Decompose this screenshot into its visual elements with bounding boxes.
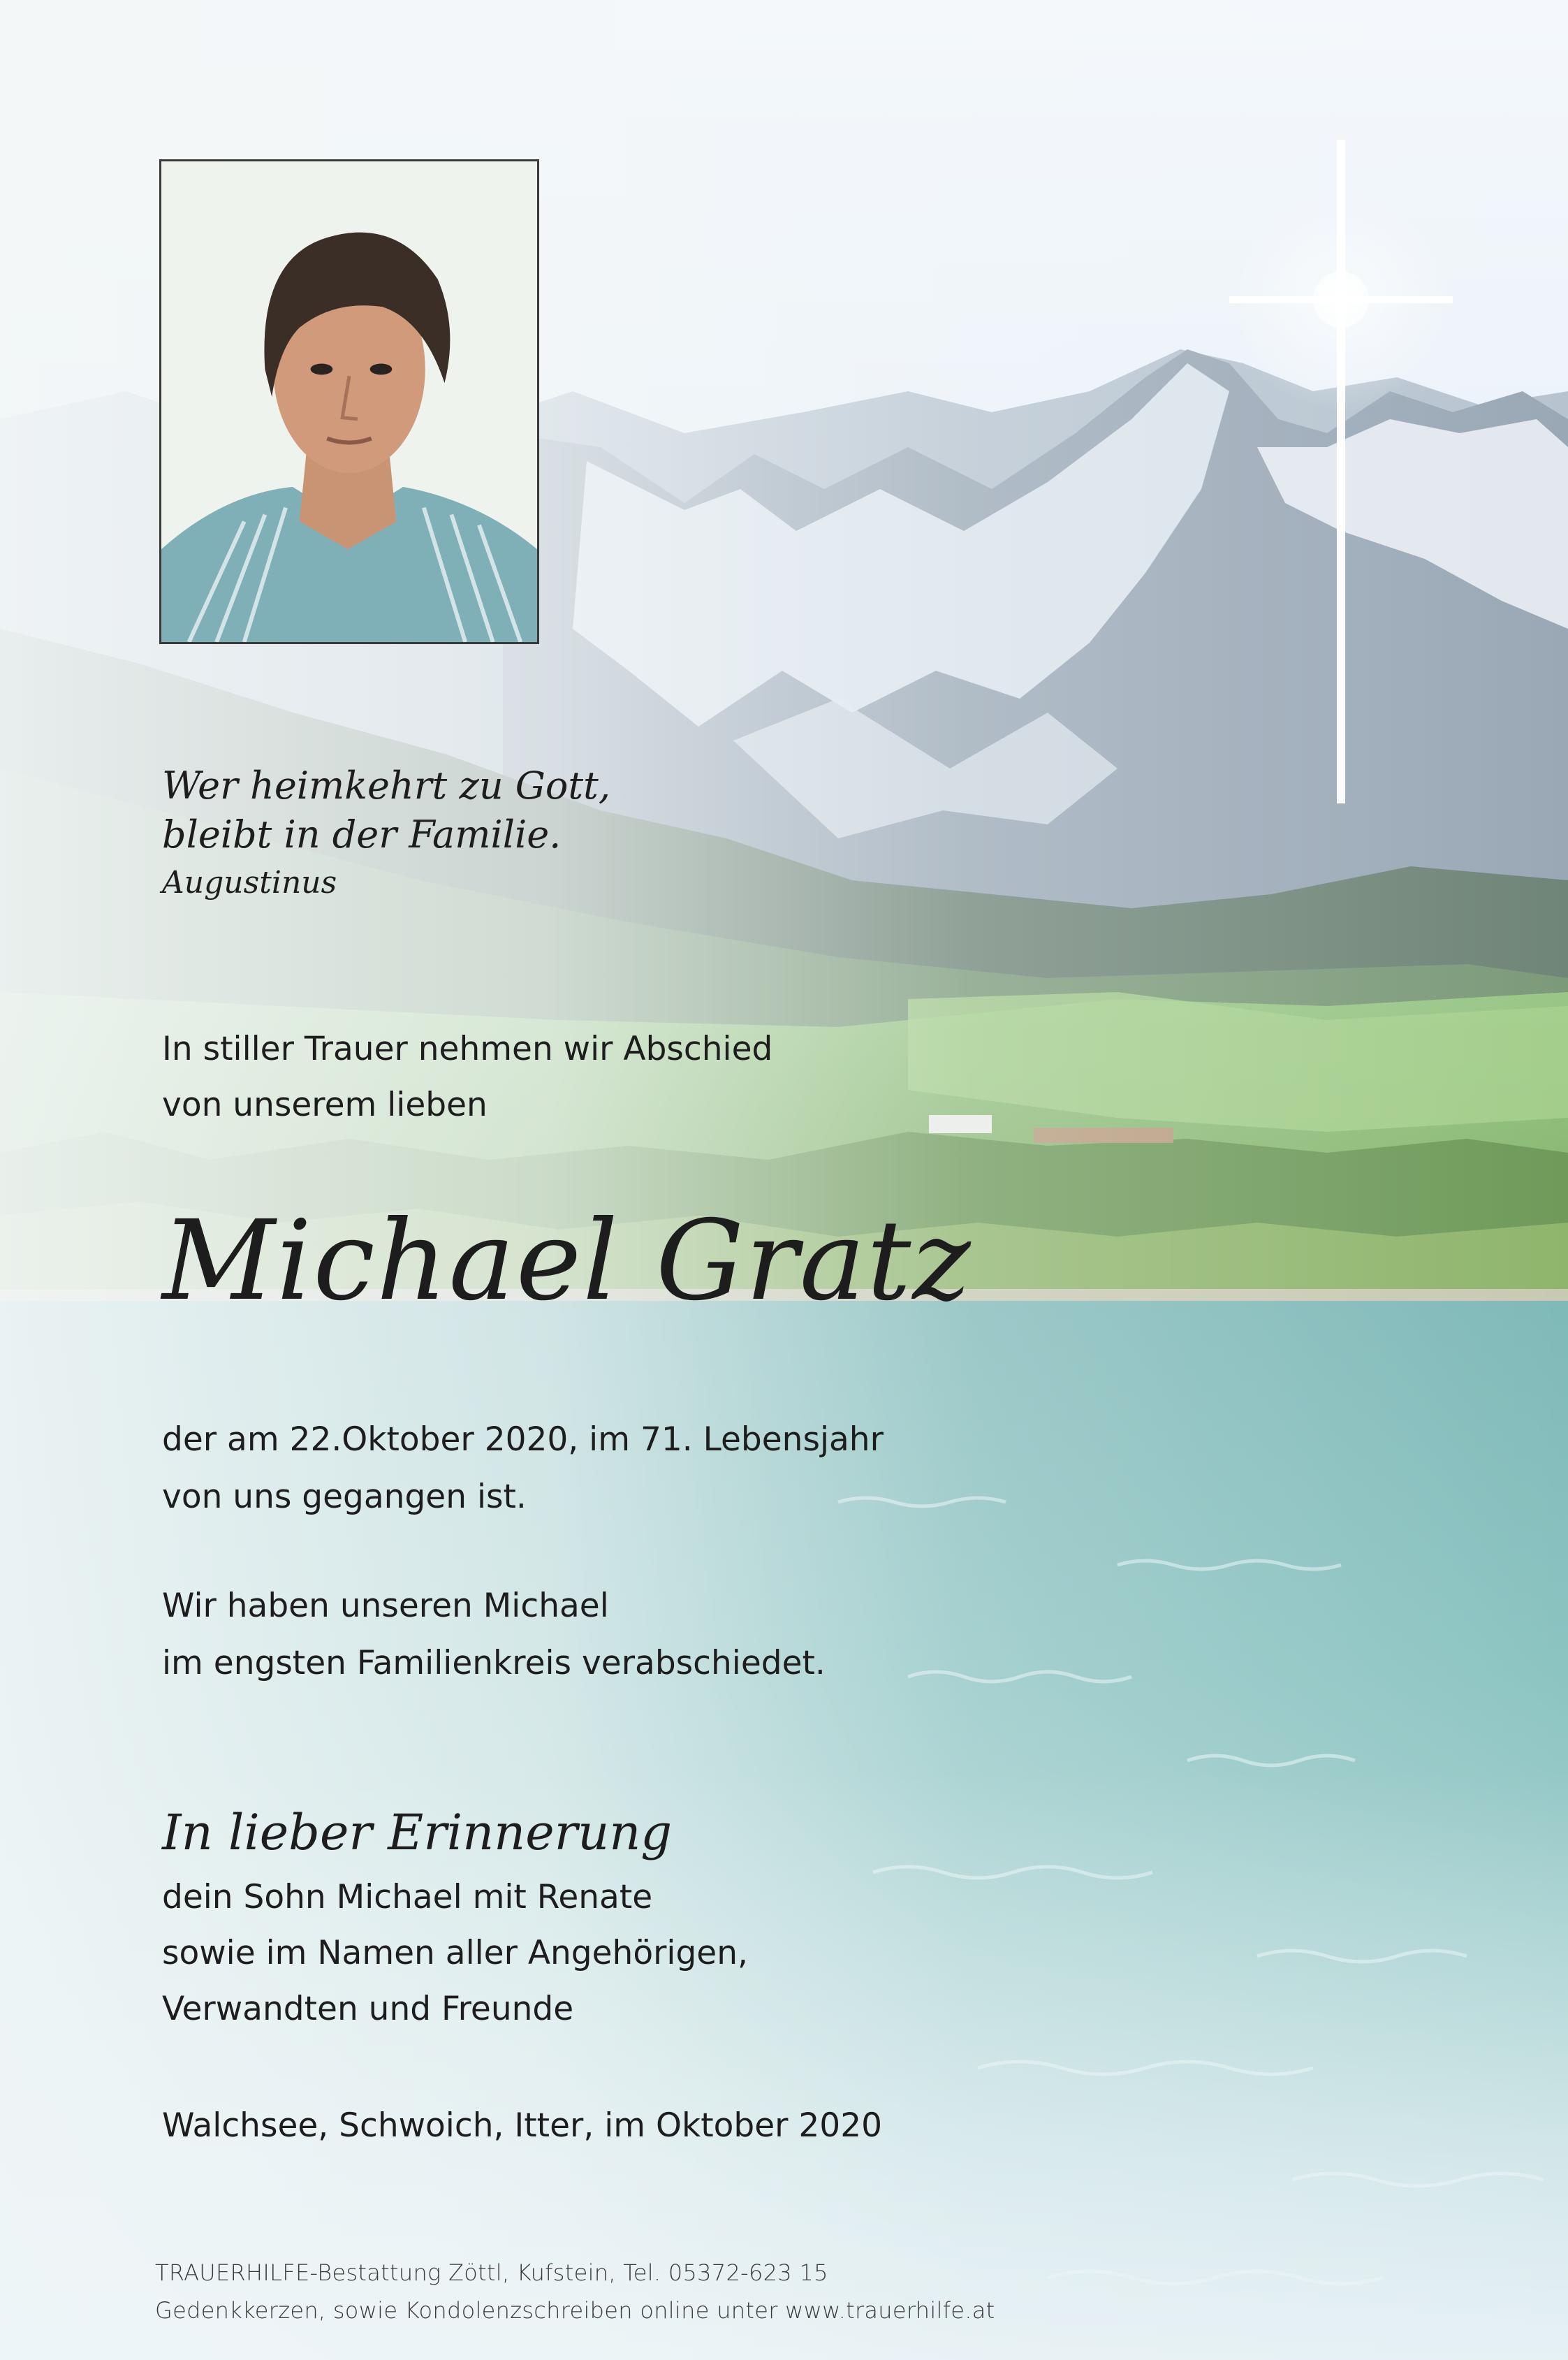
- quote-line-1: Wer heimkehrt zu Gott,: [162, 764, 610, 808]
- memory-heading: In lieber Erinnerung: [162, 1804, 673, 1861]
- intro-line-2: von unserem lieben: [162, 1086, 488, 1124]
- footer-website-note: Gedenkkerzen, sowie Kondolenzschreiben online unter www.trauerhilfe.at: [155, 2297, 995, 2324]
- farewell-line-1: Wir haben unseren Michael: [162, 1587, 609, 1625]
- memory-signatories: [162, 1870, 748, 2037]
- death-info: [162, 1411, 884, 1526]
- quote: [162, 762, 610, 859]
- farewell-line-2: im engsten Familienkreis verabschiedet.: [162, 1644, 826, 1682]
- death-line-2: von uns gegangen ist.: [162, 1478, 527, 1516]
- intro-text: [162, 1021, 772, 1133]
- cross-icon: [1215, 140, 1467, 810]
- intro-line-1: In stiller Trauer nehmen wir Abschied: [162, 1030, 773, 1068]
- footer-funeral-home: TRAUERHILFE-Bestattung Zöttl, Kufstein, Tel. 05372-623 15: [155, 2259, 828, 2286]
- memory-line-3: Verwandten und Freunde: [162, 1990, 574, 2028]
- farewell-text: [162, 1578, 826, 1692]
- death-line-1: der am 22.Oktober 2020, im 71. Lebensjahr: [162, 1420, 884, 1459]
- memory-line-2: sowie im Namen aller Angehörigen,: [162, 1934, 748, 1972]
- memory-line-1: dein Sohn Michael mit Renate: [162, 1878, 653, 1916]
- quote-line-2: bleibt in der Familie.: [162, 813, 562, 857]
- quote-author: Augustinus: [162, 865, 337, 901]
- footer: [155, 2254, 995, 2329]
- place-date: Walchsee, Schwoich, Itter, im Oktober 2020: [162, 2106, 883, 2145]
- deceased-name: Michael Gratz: [162, 1197, 972, 1325]
- portrait-photo: [159, 159, 539, 644]
